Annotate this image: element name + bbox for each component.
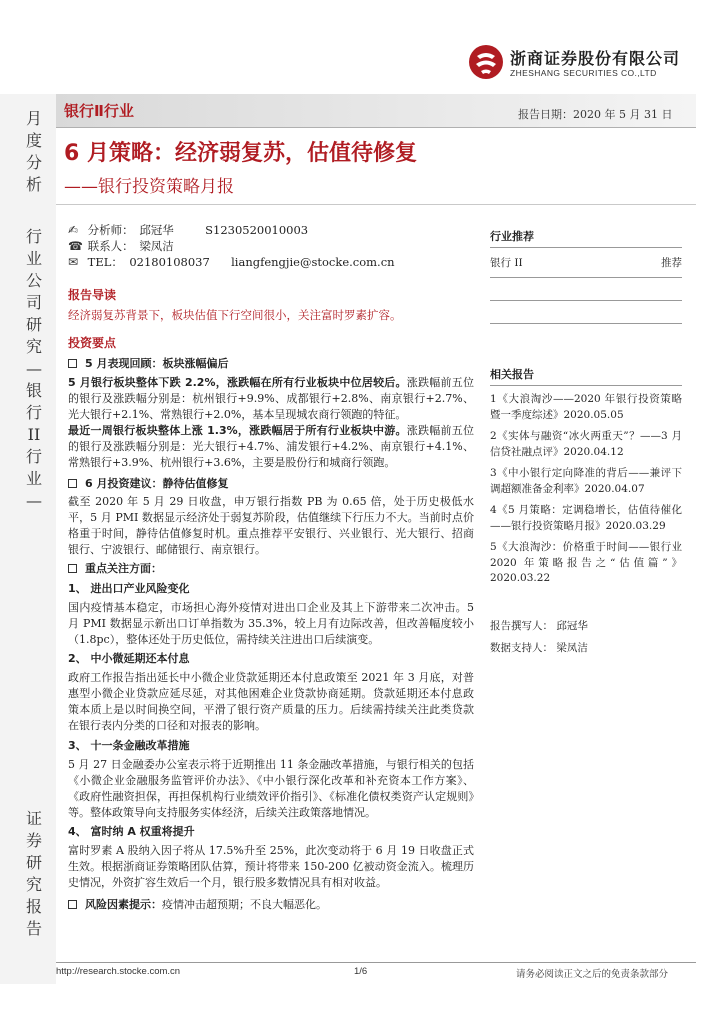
focus-heading-3: 3、 十一条金融改革措施	[68, 739, 190, 752]
contact-email[interactable]: liangfengjie@stocke.com.cn	[231, 255, 395, 269]
left-label-bottom: 证 券 研 究 报 告	[25, 809, 42, 938]
title-divider	[56, 204, 696, 205]
sidebar-related	[490, 366, 682, 587]
rec-title: 行业推荐	[490, 228, 682, 248]
logo-mark-icon	[468, 44, 504, 80]
focus-para-1: 国内疫情基本稳定，市场担心海外疫情对进出口企业及其上下游带来二次冲击。5 月 PMI 数据显示新出口订单指数为 35.3%，较上月有边际改善，但改善幅度较小（1.8pc），整体还处于历史低位，需持续关注进出口后续演变。	[68, 601, 474, 646]
bullet-may-review: 5 月表现回顾：板块涨幅偏后	[68, 355, 228, 371]
left-label-middle: 行 业 公 司 研 究 — 银 行 II 行 业 —	[25, 227, 42, 510]
data-support: 数据支持人： 梁凤洁	[490, 642, 588, 654]
focus-heading-1: 1、 进出口产业风险变化	[68, 582, 190, 595]
footer-disclaimer: 请务必阅读正文之后的免责条款部分	[516, 969, 669, 980]
company-name-cn: 浙商证券股份有限公司	[510, 49, 681, 68]
company-logo	[468, 44, 681, 84]
para-may-review: 5 月银行板块整体下跌 2.2%，涨跌幅在所有行业板块中位居较后。涨跌幅前五位的银行及涨跌幅分别是：杭州银行+9.9%、成都银行+2.8%、南京银行+2.7%、光大银行+2.1%、常熟银行+2.0%，基本呈现城农商行领跑的特征。 最近一周银行板块整体上涨 1.3%，涨跌幅居于所有行业板块中游。涨跌幅前五位的银行及涨跌幅分别是：光大银行+4.7%、浦发银行+4.2%、南京银行+4.1%、常熟银行+3.9%、杭州银行+3.6%，主要是股份行和城商行领跑。	[68, 376, 474, 469]
report-title: 6 月策略：经济弱复苏，估值待修复	[64, 141, 417, 166]
focus-heading-2: 2、 中小微延期还本付息	[68, 652, 190, 665]
phone-icon: ☎	[68, 239, 83, 253]
report-subtitle: ——银行投资策略月报	[64, 177, 234, 197]
intro-heading: 报告导读	[68, 288, 117, 302]
industry-label: 银行Ⅱ行业	[64, 102, 134, 120]
report-writer: 报告撰写人： 邱冠华	[490, 620, 588, 632]
bullet-june-advice: 6 月投资建议：静待估值修复	[68, 475, 228, 491]
mail-icon: ✉	[68, 255, 79, 269]
checkbox-square-icon	[68, 479, 77, 488]
footer-url[interactable]: http://research.stocke.com.cn	[56, 966, 181, 977]
bullet-focus: 重点关注方面：	[68, 560, 162, 576]
intro-text: 经济弱复苏背景下，板块估值下行空间很小，关注富时罗素扩容。	[68, 308, 402, 322]
footer-divider	[56, 962, 696, 963]
para-june-advice: 截至 2020 年 5 月 29 日收盘，申万银行指数 PB 为 0.65 倍，处于历史极低水平，5 月 PMI 数据显示经济处于弱复苏阶段，估值继续下行压力不大。当前时点价格重于时间，静待估值修复时机。重点推荐平安银行、兴业银行、光大银行、招商银行、宁波银行、邮储银行、南京银行。	[68, 495, 474, 556]
related-report-2[interactable]: 2《实体与融资“冰火两重天”？——3 月信贷社融点评》2020.04.12	[490, 430, 682, 458]
company-name-en: ZHESHANG SECURITIES CO.,LTD	[510, 68, 657, 78]
contact-analyst: ✍ 分析师： 邱冠华 S1230520010003	[68, 223, 309, 237]
checkbox-square-icon	[68, 900, 77, 909]
bullet-risk: 风险因素提示：疫情冲击超预期；不良大幅恶化。	[68, 896, 327, 912]
related-report-3[interactable]: 3《中小银行定向降准的背后——兼评下调超额准备金利率》2020.04.07	[490, 467, 682, 495]
focus-heading-4: 4、 富时纳 A 权重将提升	[68, 825, 195, 838]
related-report-5[interactable]: 5《大浪淘沙：价格重于时间——银行业 2020 年策略报告之“估值篇”》2020.03.22	[490, 541, 682, 584]
focus-para-2: 政府工作报告指出延长中小微企业贷款延期还本付息政策至 2021 年 3 月底，对普惠型小微企业贷款应延尽延，对其他困难企业贷款协商延期。贷款延期还本付息政策本质上是以时间换空间，平滑了银行资产质量的压力。后续需持续关注此类贷款在银行表内分类的口径和对报表的影响。	[68, 671, 474, 732]
related-title: 相关报告	[490, 366, 682, 386]
sidebar-recommendation	[490, 228, 682, 324]
person-icon: ✍	[68, 223, 79, 237]
checkbox-square-icon	[68, 359, 77, 368]
report-date: 报告日期：2020 年 5 月 31 日	[518, 108, 673, 121]
related-report-4[interactable]: 4《5 月策略：定调稳增长，估值待催化——银行投资策略月报》2020.03.29	[490, 504, 682, 532]
rec-industry: 银行 II	[490, 257, 523, 269]
rec-rating: 推荐	[661, 257, 682, 269]
analyst-license: S1230520010003	[205, 223, 309, 237]
related-report-1[interactable]: 1《大浪淘沙——2020 年银行投资策略暨一季度综述》2020.05.05	[490, 393, 682, 421]
focus-para-3: 5 月 27 日金融委办公室表示将于近期推出 11 条金融改革措施，与银行相关的包括《小微企业金融服务监管评价办法》、《中小银行深化改革和补充资本工作方案》、《政府性融资担保，再担保机构行业绩效评价指引》、《标准化债权类资产认定规则》等。整体政策导向支持服务实体经济，后续关注政策落地情况。	[68, 758, 474, 819]
footer-page: 1/6	[354, 966, 368, 977]
checkbox-square-icon	[68, 564, 77, 573]
points-heading: 投资要点	[68, 336, 117, 350]
contact-tel: ✉ TEL： 02180108037 liangfengjie@stocke.com.cn	[68, 255, 395, 269]
rec-row	[490, 256, 682, 271]
left-label-top: 月 度 分 析	[25, 109, 42, 194]
focus-para-4: 富时罗素 A 股纳入因子将从 17.5%升至 25%，此次变动将于 6 月 19 日收盘正式生效。根据浙商证券策略团队估算，预计将带来 150-200 亿被动资金流入。梳理历史情况，外资扩容生效后一个月，银行股多数情况具有相对收益。	[68, 844, 474, 889]
contact-person: ☎ 联系人： 梁凤洁	[68, 239, 174, 253]
